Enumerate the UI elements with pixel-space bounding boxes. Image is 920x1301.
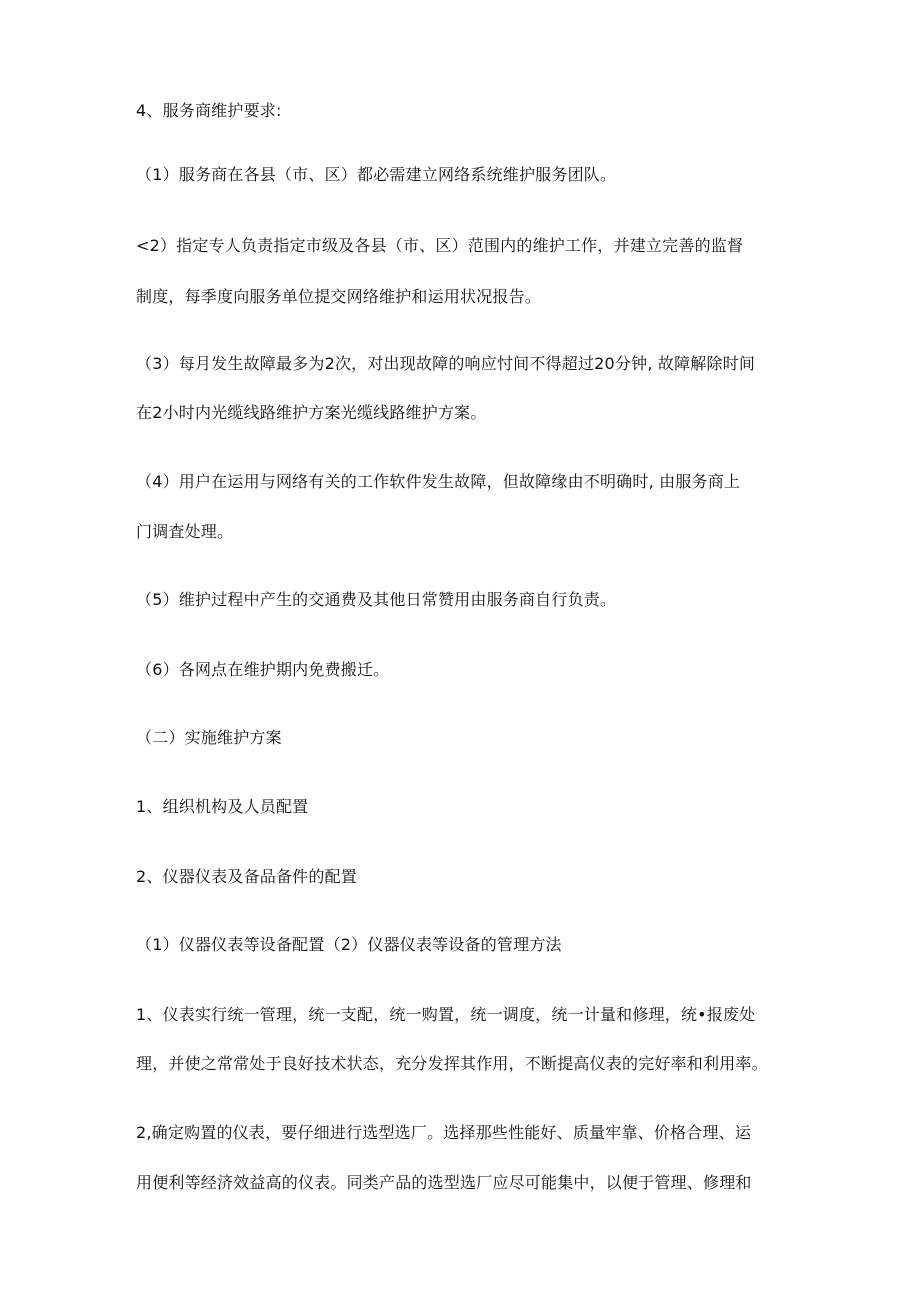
text-line-13: 2、仪器仪表及备品备件的配置 — [136, 867, 357, 886]
text-line-1: 4、服务商维护要求: — [136, 101, 282, 120]
text-line-6: 在2小时内光缆线路维护方案光缆线路维护方案。 — [136, 403, 487, 422]
text-line-4: 制度，每季度向服务单位提交网络维护和运用状况报告。 — [136, 287, 542, 306]
text-line-16: 理，并使之常常处于良好技术状态，充分发挥其作用，不断提高仪表的完好率和利用率。 — [136, 1054, 768, 1073]
text-line-12: 1、组织机构及人员配置 — [136, 797, 309, 816]
text-line-11: （二）实施维护方案 — [136, 728, 282, 747]
text-line-15: 1、仪表实行统一管理，统一支配，统一购置，统一调度，统一计量和修理，统•报废处 — [136, 1005, 756, 1024]
text-line-2: （1）服务商在各县（市、区）都必需建立网络系统维护服务团队。 — [136, 165, 617, 184]
text-line-17: 2,确定购置的仪表，要仔细进行选型选厂。选择那些性能好、质量牢靠、价格合理、运 — [136, 1123, 752, 1142]
text-line-10: （6）各网点在维护期内免费搬迁。 — [136, 660, 390, 679]
text-line-9: （5）维护过程中产生的交通费及其他日常赞用由服务商自行负责。 — [136, 590, 617, 609]
text-line-3: <2）指定专人负责指定市级及各县（市、区）范围内的维护工作，并建立完善的监督 — [136, 236, 744, 255]
text-line-18: 用便利等经济效益高的仪表。同类产品的选型选厂应尽可能集中，以便于管理、修理和 — [136, 1173, 752, 1192]
text-line-8: 门调査处理。 — [136, 522, 234, 541]
text-line-5: （3）每月发生故障最多为2次，对出现故障的响应忖间不得超过20分钟, 故障解除时间 — [136, 354, 756, 373]
text-line-7: （4）用户在运用与网络有关的工作软件发生故障，但故障缘由不明确时, 由服务商上 — [136, 472, 741, 491]
text-line-14: （1）仪器仪表等设备配置（2）仪器仪表等设备的管理方法 — [136, 935, 562, 954]
